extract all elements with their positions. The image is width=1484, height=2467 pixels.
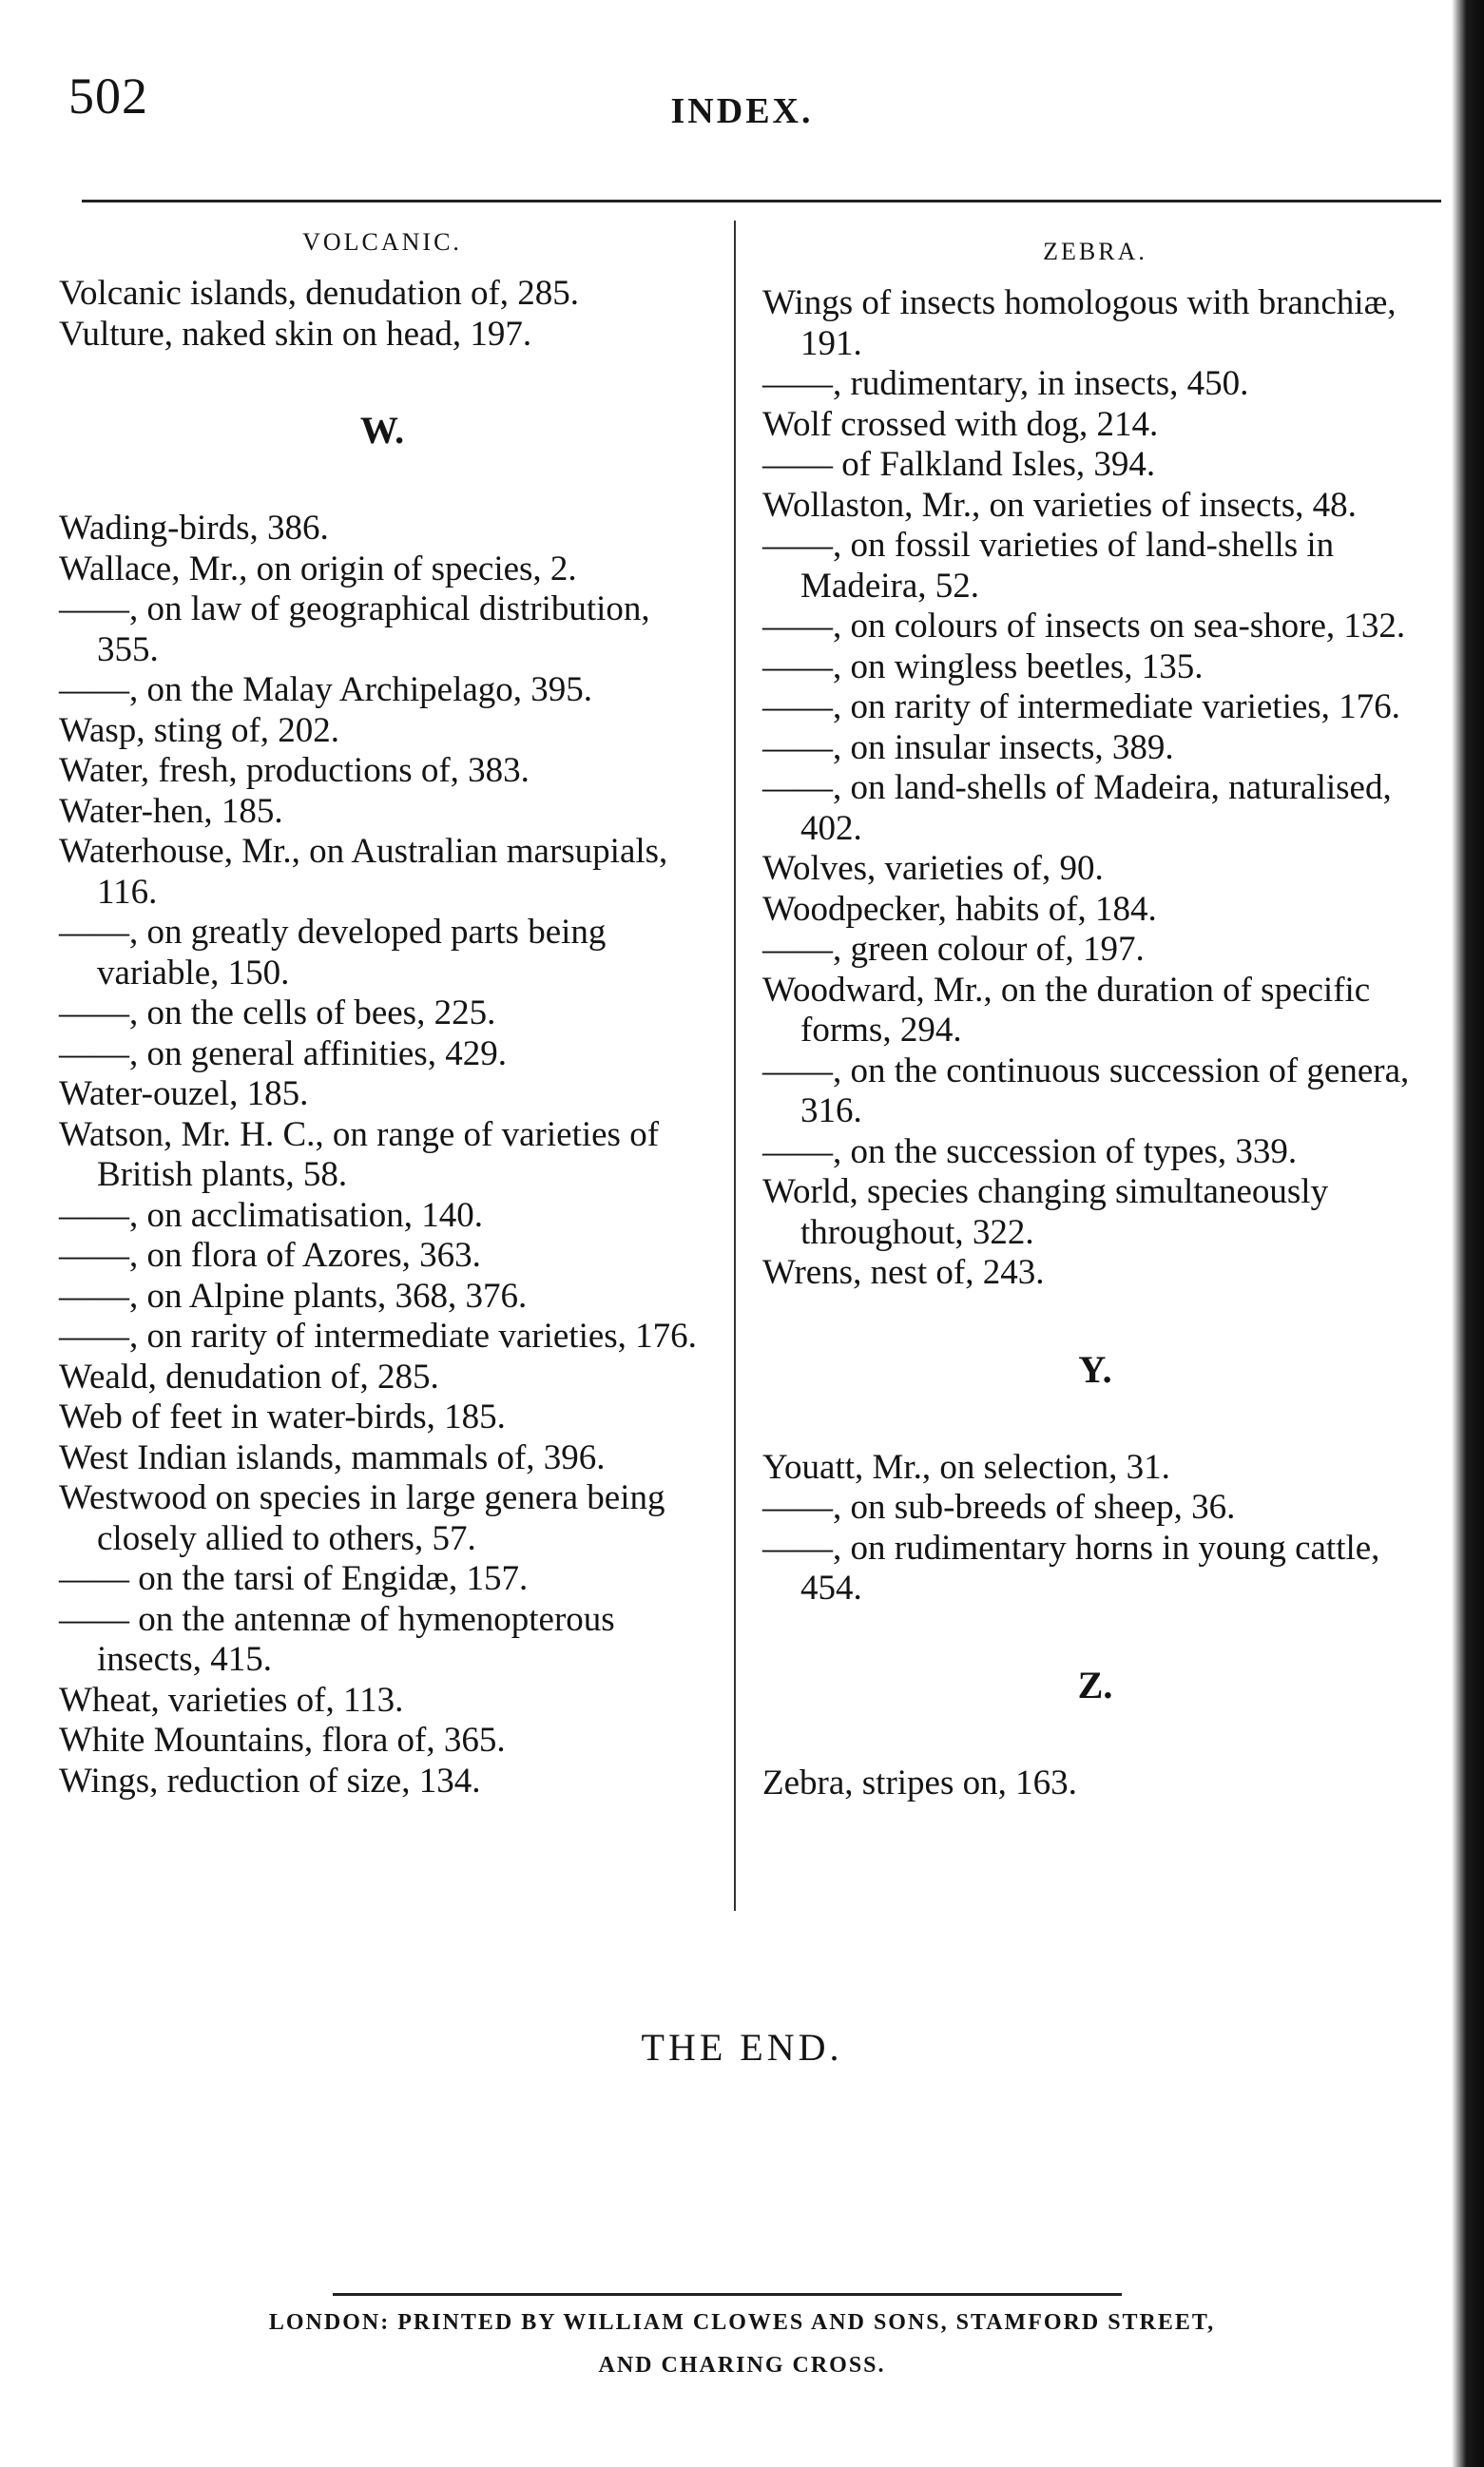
index-entry: ——, on rarity of intermediate varieties, 176. [59, 1317, 697, 1356]
index-entry: ——, on greatly developed parts being variable, 150. [59, 913, 607, 993]
index-entry: Youatt, Mr., on selection, 31. [762, 1447, 1170, 1487]
index-entry: ——, rudimentary, in insects, 450. [762, 364, 1249, 403]
index-entry: ——, on colours of insects on sea-shore, 132. [762, 607, 1406, 646]
scan-edge-shadow [1452, 0, 1484, 2467]
index-entry: ——, on acclimatisation, 140. [59, 1195, 483, 1235]
printer-imprint-line-2: AND CHARING CROSS. [598, 2353, 886, 2378]
index-entry: ——, on land-shells of Madeira, naturalised, 402. [762, 768, 1392, 848]
right-column [762, 238, 1428, 1803]
section-letter-y: Y. [1078, 1347, 1112, 1391]
index-entry: ——, on rarity of intermediate varieties, 176. [762, 687, 1400, 726]
index-entry: Volcanic islands, denudation of, 285. [59, 274, 580, 313]
index-entry: Westwood on species in large genera being closely allied to others, 57. [59, 1478, 665, 1558]
index-entry: White Mountains, flora of, 365. [59, 1721, 506, 1760]
page-number: 502 [68, 67, 148, 125]
index-entry: ——, green colour of, 197. [762, 930, 1145, 969]
index-entry: —— of Falkland Isles, 394. [762, 445, 1156, 484]
index-entry: Waterhouse, Mr., on Australian marsupials, 116. [59, 832, 668, 912]
index-entry: —— on the tarsi of Engidæ, 157. [59, 1559, 529, 1598]
catchword-right: ZEBRA. [1043, 238, 1147, 265]
the-end: THE END. [641, 2026, 843, 2069]
index-entry: West Indian islands, mammals of, 396. [59, 1437, 606, 1477]
index-entry: Wollaston, Mr., on varieties of insects, 48. [762, 485, 1357, 525]
index-entry: Wheat, varieties of, 113. [59, 1680, 404, 1720]
index-entry: Wading-birds, 386. [59, 509, 329, 548]
index-entry: ——, on flora of Azores, 363. [59, 1236, 481, 1275]
left-column [59, 228, 705, 1802]
index-entry: ——, on rudimentary horns in young cattle, 454. [762, 1528, 1380, 1608]
index-entry: ——, on sub-breeds of sheep, 36. [762, 1488, 1236, 1527]
index-entry: Web of feet in water-birds, 185. [59, 1397, 506, 1436]
index-entry: ——, on the cells of bees, 225. [59, 993, 496, 1032]
index-entry: Wings of insects homologous with branchiæ, 191. [762, 283, 1397, 363]
index-entry: Vulture, naked skin on head, 197. [59, 314, 532, 354]
index-entry: ——, on the continuous succession of genera, 316. [762, 1050, 1410, 1130]
section-letter-w: W. [359, 409, 405, 452]
section-letter-z: Z. [1077, 1663, 1113, 1706]
index-entry: ——, on general affinities, 429. [59, 1033, 507, 1073]
index-entry: Watson, Mr. H. C., on range of varieties of British plants, 58. [59, 1114, 660, 1194]
index-entry: Water, fresh, productions of, 383. [59, 751, 530, 790]
index-entry: ——, on law of geographical distribution, 355. [59, 589, 650, 669]
index-entry: ——, on wingless beetles, 135. [762, 646, 1204, 686]
index-entry: Woodward, Mr., on the duration of specific forms, 294. [762, 970, 1371, 1050]
column-divider [734, 221, 736, 1911]
printer-imprint-line-1: LONDON: PRINTED BY WILLIAM CLOWES AND SONS, STAMFORD STREET, [268, 2310, 1216, 2335]
index-entry: Wings, reduction of size, 134. [59, 1761, 481, 1801]
catchword-left: VOLCANIC. [302, 228, 462, 256]
index-entry: World, species changing simultaneously throughout, 322. [762, 1172, 1329, 1252]
index-entry: Wolves, varieties of, 90. [762, 849, 1104, 888]
index-entry: Wrens, nest of, 243. [762, 1253, 1045, 1292]
index-entry: ——, on the succession of types, 339. [762, 1131, 1298, 1171]
index-entry: Wolf crossed with dog, 214. [762, 404, 1159, 444]
index-entry: Woodpecker, habits of, 184. [762, 889, 1157, 929]
running-head: INDEX. [670, 91, 814, 131]
index-entry: ——, on insular insects, 389. [762, 727, 1174, 767]
index-entry: Zebra, stripes on, 163. [762, 1763, 1077, 1802]
index-entry: Water-hen, 185. [59, 791, 283, 831]
index-entry: ——, on fossil varieties of land-shells in Madeira, 52. [762, 526, 1335, 606]
footer-rule [333, 2293, 1122, 2296]
index-entry: ——, on Alpine plants, 368, 376. [59, 1276, 528, 1316]
header-rule [82, 200, 1441, 202]
index-entry: Wallace, Mr., on origin of species, 2. [59, 549, 577, 588]
index-entry: Water-ouzel, 185. [59, 1074, 309, 1113]
index-entry: —— on the antennæ of hymenopterous insects, 415. [59, 1599, 615, 1679]
index-entry: Weald, denudation of, 285. [59, 1357, 439, 1397]
index-entry: Wasp, sting of, 202. [59, 710, 340, 750]
index-entry: ——, on the Malay Archipelago, 395. [59, 670, 593, 709]
